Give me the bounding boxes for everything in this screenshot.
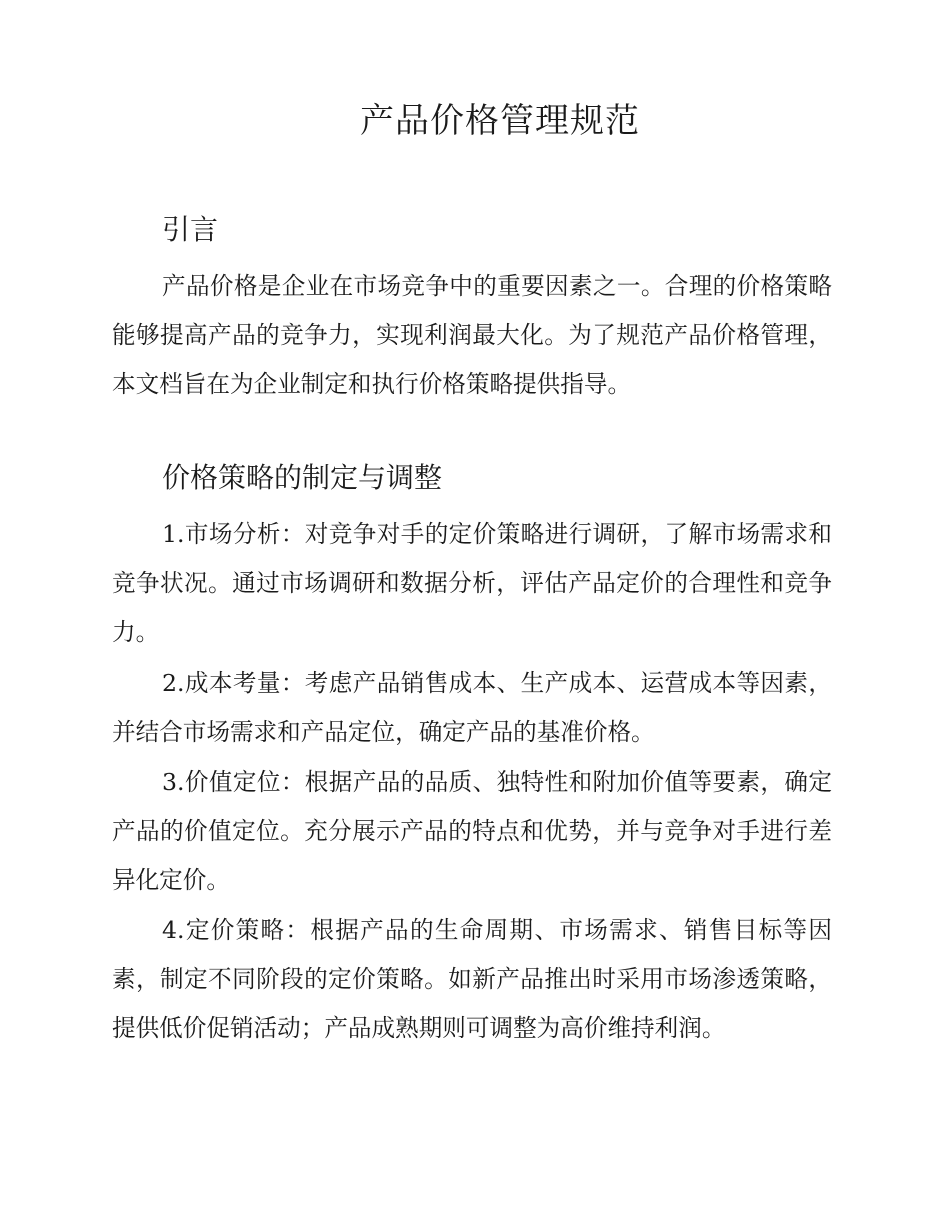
section-heading-pricing-strategy: 价格策略的制定与调整	[162, 461, 443, 494]
document-title: 产品价格管理规范	[360, 101, 640, 141]
strategy-item-cost-consideration: 2.成本考量：考虑产品销售成本、生产成本、运营成本等因素，并结合市场需求和产品定位，确定产品的基准价格。	[112, 669, 832, 746]
introduction-paragraph: 产品价格是企业在市场竞争中的重要因素之一。合理的价格策略能够提高产品的竞争力，实现利润最大化。为了规范产品价格管理，本文档旨在为企业制定和执行价格策略提供指导。	[112, 272, 832, 398]
strategy-item-pricing-strategy: 4.定价策略：根据产品的生命周期、市场需求、销售目标等因素，制定不同阶段的定价策略。如新产品推出时采用市场渗透策略，提供低价促销活动；产品成熟期则可调整为高价维持利润。	[112, 916, 832, 1042]
strategy-item-value-positioning: 3.价值定位：根据产品的品质、独特性和附加价值等要素，确定产品的价值定位。充分展示产品的特点和优势，并与竞争对手进行差异化定价。	[112, 768, 832, 894]
strategy-item-market-analysis: 1.市场分析：对竞争对手的定价策略进行调研，了解市场需求和竞争状况。通过市场调研和数据分析，评估产品定价的合理性和竞争力。	[112, 520, 832, 646]
section-heading-introduction: 引言	[162, 213, 219, 246]
